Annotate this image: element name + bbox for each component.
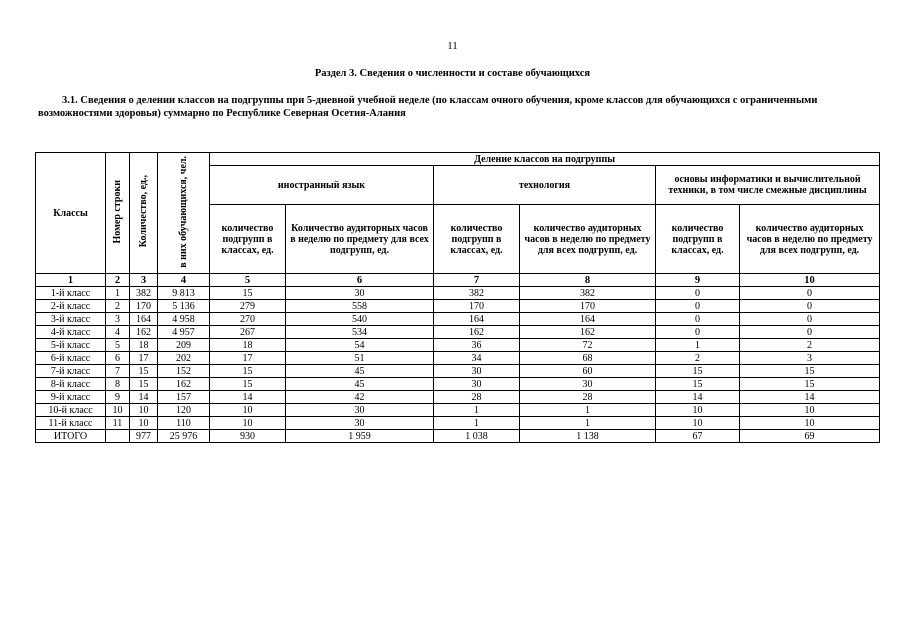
table-cell: 25 976 (158, 430, 210, 443)
table-cell: 45 (286, 365, 434, 378)
table-cell: 10 (130, 417, 158, 430)
table-cell: 2 (106, 300, 130, 313)
table-cell: 152 (158, 365, 210, 378)
table-cell: 267 (210, 326, 286, 339)
table-cell: 14 (130, 391, 158, 404)
table-cell: 977 (130, 430, 158, 443)
table-cell: 0 (656, 326, 740, 339)
section-title: Раздел 3. Сведения о численности и составе обучающихся (314, 68, 591, 79)
table-cell: 15 (210, 287, 286, 300)
table-cell: 209 (158, 339, 210, 352)
table-cell: 2 (656, 352, 740, 365)
table-cell: 164 (520, 313, 656, 326)
table-cell: 164 (434, 313, 520, 326)
table-cell: 14 (210, 391, 286, 404)
table-cell: 1 (434, 417, 520, 430)
table-cell: 17 (130, 352, 158, 365)
table-cell: 110 (158, 417, 210, 430)
header-foreign-language: иностранный язык (210, 166, 434, 205)
table-cell: 6 (106, 352, 130, 365)
table-row (36, 417, 880, 430)
header-subgroups-informatics: количество подгрупп в классах, ед. (656, 205, 740, 274)
header-row-number: Номер строки (106, 153, 130, 274)
table-cell: 15 (130, 365, 158, 378)
table-cell: 0 (740, 313, 880, 326)
table-cell: 30 (286, 404, 434, 417)
table-cell: 0 (656, 300, 740, 313)
table-row (36, 313, 880, 326)
table-row (36, 287, 880, 300)
table-row (36, 404, 880, 417)
table-cell: 10 (740, 404, 880, 417)
table-cell: 15 (740, 378, 880, 391)
table-cell: 1 (106, 287, 130, 300)
table-cell: 42 (286, 391, 434, 404)
table-cell: 4 (106, 326, 130, 339)
table-cell: 0 (656, 287, 740, 300)
table-cell: 0 (656, 313, 740, 326)
table-cell: 3 (740, 352, 880, 365)
table-cell: 0 (740, 287, 880, 300)
table-cell: 11 (106, 417, 130, 430)
class-name-cell: 11-й класс (36, 417, 106, 430)
table-cell: 382 (434, 287, 520, 300)
table-cell: 4 957 (158, 326, 210, 339)
table-cell: 534 (286, 326, 434, 339)
table-cell: 69 (740, 430, 880, 443)
table-cell: 17 (210, 352, 286, 365)
header-subgroups-foreign: количество подгрупп в классах, ед. (210, 205, 286, 274)
table-cell: 170 (130, 300, 158, 313)
table-cell: 34 (434, 352, 520, 365)
table-cell: 120 (158, 404, 210, 417)
header-students: в них обучающихся, чел. (158, 153, 210, 274)
table-row (36, 352, 880, 365)
table-cell: 270 (210, 313, 286, 326)
column-number: 3 (130, 274, 158, 287)
table-cell: 68 (520, 352, 656, 365)
column-numbers-row (36, 274, 880, 287)
page-number: 11 (447, 40, 458, 52)
table-cell: 1 (656, 339, 740, 352)
table-cell: 14 (740, 391, 880, 404)
table-cell: 10 (210, 404, 286, 417)
table-cell: 170 (520, 300, 656, 313)
table-cell: 18 (210, 339, 286, 352)
table-cell: 0 (740, 300, 880, 313)
header-classes: Классы (36, 153, 106, 274)
table-cell: 15 (210, 365, 286, 378)
table-row (36, 300, 880, 313)
table-cell: 558 (286, 300, 434, 313)
table-cell: 162 (130, 326, 158, 339)
column-number: 10 (740, 274, 880, 287)
table-body (36, 287, 880, 443)
table-cell: 9 813 (158, 287, 210, 300)
table-cell: 10 (740, 417, 880, 430)
column-number: 4 (158, 274, 210, 287)
table-cell: 162 (434, 326, 520, 339)
table-cell: 10 (656, 417, 740, 430)
table-cell: 202 (158, 352, 210, 365)
table-cell: 15 (656, 365, 740, 378)
table-cell: 10 (130, 404, 158, 417)
table-cell: 162 (158, 378, 210, 391)
header-informatics: основы информатики и вычислительной техники, в том числе смежные дисциплины (656, 166, 880, 205)
table-cell: 2 (740, 339, 880, 352)
table-cell: 9 (106, 391, 130, 404)
class-name-cell: 2-й класс (36, 300, 106, 313)
table-cell: 162 (520, 326, 656, 339)
table-cell: 1 138 (520, 430, 656, 443)
table-cell: 382 (130, 287, 158, 300)
table-cell: 30 (520, 378, 656, 391)
table-cell: 28 (434, 391, 520, 404)
subgroups-table (35, 152, 880, 443)
table-cell: 5 136 (158, 300, 210, 313)
class-name-cell: 8-й класс (36, 378, 106, 391)
table-cell: 60 (520, 365, 656, 378)
header-count: Количество, ед., (130, 153, 158, 274)
table-cell: 15 (210, 378, 286, 391)
table-cell: 382 (520, 287, 656, 300)
table-cell: 0 (740, 326, 880, 339)
table-cell: 5 (106, 339, 130, 352)
class-name-cell: 6-й класс (36, 352, 106, 365)
table-cell: 45 (286, 378, 434, 391)
column-number: 6 (286, 274, 434, 287)
column-number: 9 (656, 274, 740, 287)
table-row (36, 378, 880, 391)
column-number: 5 (210, 274, 286, 287)
header-subgroups-technology: количество подгрупп в классах, ед. (434, 205, 520, 274)
table-cell: 14 (656, 391, 740, 404)
table-cell: 1 (434, 404, 520, 417)
table-cell: 8 (106, 378, 130, 391)
column-number: 2 (106, 274, 130, 287)
table-cell: 4 958 (158, 313, 210, 326)
header-technology: технология (434, 166, 656, 205)
class-name-cell: 7-й класс (36, 365, 106, 378)
class-name-cell: 1-й класс (36, 287, 106, 300)
table-cell: 7 (106, 365, 130, 378)
table-cell: 10 (210, 417, 286, 430)
table-row (36, 326, 880, 339)
table-row (36, 391, 880, 404)
table-cell: 279 (210, 300, 286, 313)
subsection-title: 3.1. Сведения о делении классов на подгруппы при 5-дневной учебной неделе (по классам очного обучения, кроме классов для обучающихся с ограниченными возможностями здоровья) суммарно по Республике Северная Осетия-Алания (38, 95, 818, 119)
table-cell: 67 (656, 430, 740, 443)
table-cell: 30 (286, 287, 434, 300)
class-name-cell: ИТОГО (36, 430, 106, 443)
table-cell: 54 (286, 339, 434, 352)
table-cell: 30 (286, 417, 434, 430)
table-cell: 3 (106, 313, 130, 326)
table-cell: 72 (520, 339, 656, 352)
table-cell: 10 (106, 404, 130, 417)
table-cell: 36 (434, 339, 520, 352)
table-cell: 10 (656, 404, 740, 417)
table-cell: 157 (158, 391, 210, 404)
class-name-cell: 9-й класс (36, 391, 106, 404)
table-cell: 15 (656, 378, 740, 391)
table-row (36, 339, 880, 352)
table-cell: 28 (520, 391, 656, 404)
table-cell: 15 (130, 378, 158, 391)
table-cell: 15 (740, 365, 880, 378)
header-hours-technology: количество аудиторных часов в неделю по предмету для всех подгрупп, ед. (520, 205, 656, 274)
column-number: 8 (520, 274, 656, 287)
header-hours-foreign: Количество аудиторных часов в неделю по предмету для всех подгрупп, ед. (286, 205, 434, 274)
class-name-cell: 5-й класс (36, 339, 106, 352)
table-cell: 1 038 (434, 430, 520, 443)
table-cell: 540 (286, 313, 434, 326)
header-hours-informatics: количество аудиторных часов в неделю по предмету для всех подгрупп, ед. (740, 205, 880, 274)
table-cell: 51 (286, 352, 434, 365)
table-row (36, 365, 880, 378)
table-cell: 1 959 (286, 430, 434, 443)
table-cell: 170 (434, 300, 520, 313)
column-number: 7 (434, 274, 520, 287)
table-cell: 164 (130, 313, 158, 326)
column-number: 1 (36, 274, 106, 287)
table-cell (106, 430, 130, 443)
table-cell: 930 (210, 430, 286, 443)
header-division: Деление классов на подгруппы (210, 153, 880, 166)
table-cell: 1 (520, 404, 656, 417)
class-name-cell: 3-й класс (36, 313, 106, 326)
class-name-cell: 4-й класс (36, 326, 106, 339)
table-cell: 1 (520, 417, 656, 430)
class-name-cell: 10-й класс (36, 404, 106, 417)
total-row (36, 430, 880, 443)
table-cell: 30 (434, 378, 520, 391)
table-cell: 18 (130, 339, 158, 352)
table-cell: 30 (434, 365, 520, 378)
